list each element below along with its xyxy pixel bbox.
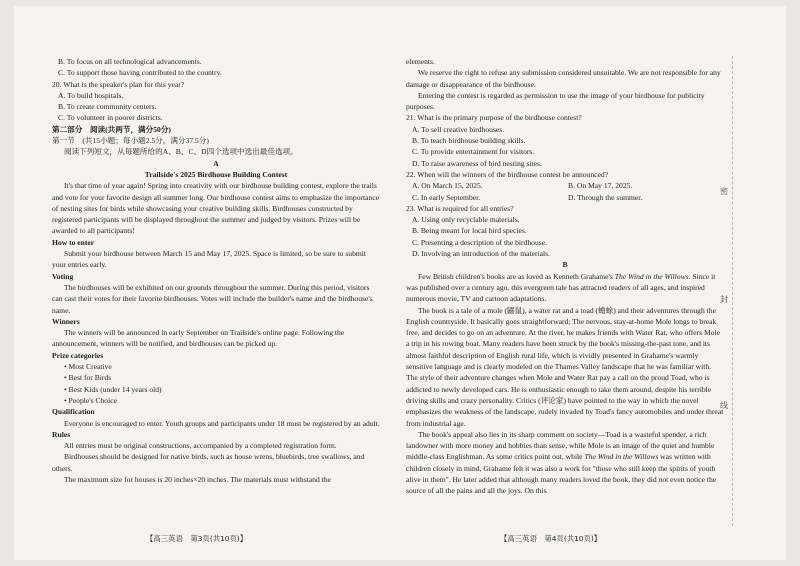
list-item: • People's Choice <box>64 395 117 405</box>
option-text: D. Involving an introduction of the materials. <box>412 249 550 259</box>
book-title: The Wind in the Willows <box>584 452 659 462</box>
option-text: B. On May 17, 2025. <box>568 181 633 191</box>
paragraph: Few British children's books are as loved as Kenneth Grahame's The Wind in the Willows. Since it was published over a century ago, this evergreen tale has attracted readers of all ages, and inspired numerous movie, TV and cartoon adaptations. <box>406 271 716 304</box>
paragraph: The birdhouses will be exhibited on our grounds throughout the summer. During this period, visitors can cast their votes for their favorite birdhouses. Votes will include the builder's name and the birdhouse's name. <box>52 282 373 315</box>
passage-heading: Trailside's 2025 Birdhouse Building Contest <box>144 169 288 179</box>
section-heading: Rules <box>52 429 71 439</box>
seal-mark-mi: 密 <box>720 187 728 196</box>
seal-mark-feng: 封 <box>720 295 728 304</box>
option-text: B. To teach birdhouse building skills. <box>412 136 526 146</box>
option-text: C. To support those having contributed to the country. <box>58 68 222 78</box>
paragraph: Entering the contest is regarded as permission to use the image of your birdhouse for publicity purposes. <box>406 90 705 112</box>
paragraph: The book's appeal also lies in its sharp comment on society—Toad is a wasteful spender, a rich landowner with more money and hobbies than sense, while Mole is an image of the quiet and humble middle-class Englishman. As some critics point out, while The Wind in the Willows was written with children closely in mind, Grahame felt it was also a work for "those who still keep the spirits of youth alive in them". He later added that although many readers loved the book, they did not even notice the source of all the pains and all the joys. On this <box>406 429 717 496</box>
option-text: A. Using only recyclable materials. <box>412 215 520 225</box>
section-heading: Qualification <box>52 407 95 417</box>
option-text: A. On March 15, 2025. <box>412 181 483 191</box>
passage-heading: B <box>562 260 568 270</box>
option-text: A. To build hospitals. <box>58 90 124 100</box>
option-text: B. Being meant for local bird species. <box>412 226 527 236</box>
page-footer-left: 【高三英语 第3页(共10页)】 <box>146 534 248 543</box>
list-item: • Best for Birds <box>64 373 112 383</box>
question-text: 22. When will the winners of the birdhouse contest be announced? <box>406 169 609 179</box>
option-text: A. To sell creative birdhouses. <box>412 124 505 134</box>
option-text: B. To focus on all technological advancements. <box>58 57 202 66</box>
option-text: C. In early September. <box>412 192 481 202</box>
question-text: elements. <box>406 57 435 66</box>
paragraph: The maximum size for houses is 20 inches×20 inches. The materials must withstand the <box>64 474 331 484</box>
question-text: 21. What is the primary purpose of the birdhouse contest? <box>406 113 582 123</box>
question-text: 20. What is the speaker's plan for this year? <box>52 79 185 89</box>
paragraph: The book is a tale of a mole (鼹鼠), a water rat and a toad (蟾蜍) and their adventures through the English countryside. It basically goes straightforward; The nervous, stay-at-home Mole longs to break free, and decides to go on an adventure. At the river, he makes friends with Water Rat, who offers Mole a trip in his rowing boat. Many readers have been struck by the book's missing-the-past tone, and its almost faithful description of English rural life, which is vividly presented in Grahame's warmly sensitive language and is clearly modeled on the Thames Valley landscape that he was familiar with. The style of their adventure changes when Mole and Water Rat pay a call on the proud Toad, who is addicted to newly developed cars. He is enthusiastic enough to take them around, despite his terrible driving skills and crazy personality. Critics (评论家) have pointed to the way in which the novel emphasizes the weakness of the landscape, rudely invaded by Toad's fancy automobiles and under threat from industrial age. <box>406 305 724 428</box>
paragraph: We reserve the right to refuse any submission considered unsuitable. We are not responsible for any damage or disappearance of the birdhouse. <box>406 68 721 89</box>
option-text: C. To provide entertainment for visitors. <box>412 147 535 157</box>
option-text: C. Presenting a description of the birdhouse. <box>412 237 547 247</box>
option-text: C. To volunteer in poorer districts. <box>58 113 163 123</box>
section-heading: Winners <box>52 316 80 326</box>
passage-heading: A <box>213 158 219 168</box>
paragraph: 阅读下列短文，从每题所给的A、B、C、D四个选项中选出最佳选项。 <box>64 147 298 157</box>
option-text: D. Through the summer. <box>568 192 643 202</box>
option-row <box>406 192 724 203</box>
section-heading: Prize categories <box>52 350 104 360</box>
question-text: 23. What is required for all entries? <box>406 203 514 213</box>
book-title: The Wind in the Willows <box>614 271 689 281</box>
paragraph: It's that time of year again! Spring into creativity with our birdhouse building contest, explore the trails and vote for your favorite design all summer long. Our birdhouse contest aims to emphasize the importance of nesting sites for birds while showcasing your creative building skills. Birdhouses constructed by registered participants will be displayed throughout the summer and judged by visitors. Prizes will be awarded to all participants! <box>52 181 380 236</box>
paragraph: All entries must be original constructions, accompanied by a completed registration form. <box>64 441 337 451</box>
section-heading: How to enter <box>52 237 95 247</box>
list-item: • Best Kids (under 14 years old) <box>64 384 162 394</box>
section-heading: Voting <box>52 271 74 281</box>
paragraph: Birdhouses should be designed for native birds, such as house wrens, bluebirds, tree swallows, and others. <box>52 452 365 473</box>
paragraph: The winners will be announced in early September on Trailside's online page. Following the announcement, winners will be notified, and birdhouses can be picked up. <box>52 328 345 349</box>
paragraph: Everyone is encouraged to enter. Youth groups and participants under 18 must be registered by an adult. <box>64 418 380 428</box>
page-footer-right: 【高三英语 第4页(共10页)】 <box>500 534 602 543</box>
option-row <box>406 180 724 191</box>
exam-sheet <box>14 6 786 560</box>
section-heading: 第二部分 阅读(共两节，满分50分) <box>52 124 171 134</box>
question-text: 第一节 (共15小题；每小题2.5分，满分37.5分) <box>52 136 209 146</box>
left-column <box>52 56 380 485</box>
option-text: D. To raise awareness of bird nesting sites. <box>412 158 542 168</box>
list-item: • Most Creative <box>64 362 112 372</box>
option-text: B. To create community centers. <box>58 102 157 112</box>
right-column <box>406 56 724 497</box>
seal-mark-xian: 线 <box>720 401 728 410</box>
paragraph: Submit your birdhouse between March 15 and May 17, 2025. Space is limited, so be sure to submit your entries early. <box>52 249 367 270</box>
seal-line <box>732 56 733 526</box>
